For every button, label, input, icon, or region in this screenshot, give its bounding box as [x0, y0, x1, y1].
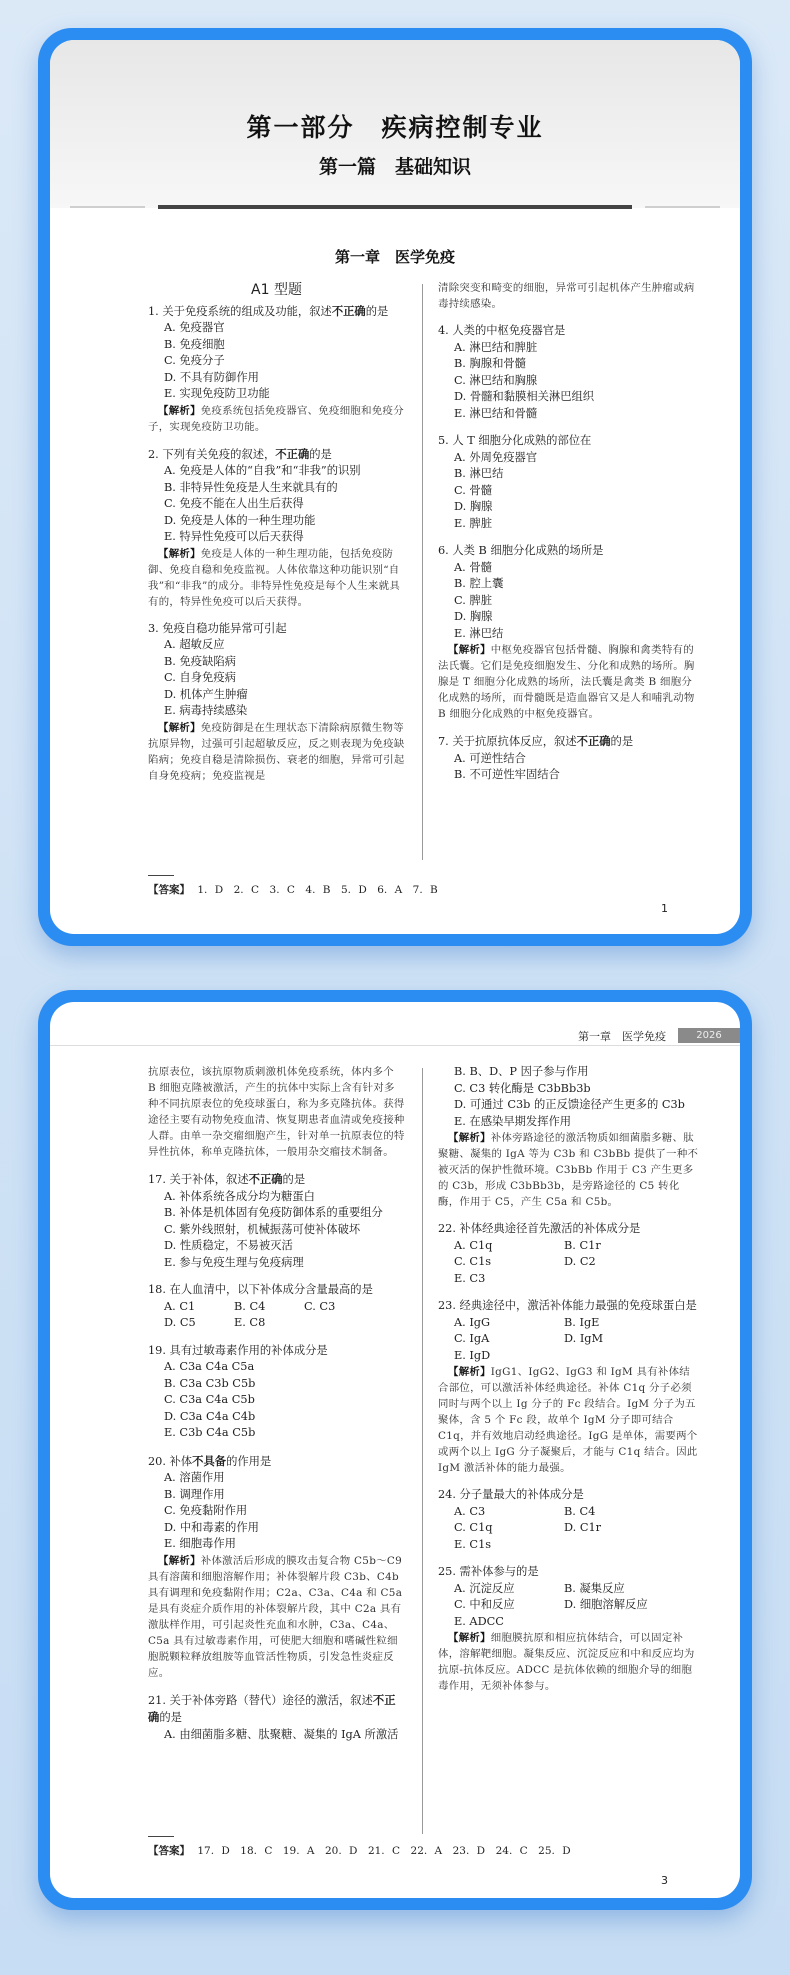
option: E. 病毒持续感染: [164, 704, 248, 717]
question-25: [438, 1564, 699, 1694]
option: C. 免疫黏附作用: [164, 1504, 248, 1517]
question-4: [438, 323, 699, 422]
option: B. 免疫缺陷病: [164, 654, 236, 668]
option: E. 细胞毒作用: [164, 1537, 236, 1550]
explanation: 【解析】免疫防御是在生理状态下清除病原微生物等抗原异物，过强可引起超敏反应，反之则表现为免疫缺陷病；免疫自稳是清除损伤、衰老的细胞，异常可引起自身免疫病；免疫监视是: [148, 721, 405, 782]
option: E. 参与免疫生理与免疫病理: [164, 1255, 304, 1269]
question-22: [438, 1221, 699, 1287]
option: C. 骨髓: [454, 483, 493, 497]
option: A. 可逆性结合: [454, 751, 526, 765]
option: E. C1s: [454, 1537, 492, 1551]
explanation: 【解析】IgG1、IgG2、IgG3 和 IgM 具有补体结合部位，可以激活补体经典途径。补体 C1q 分子必须同时与两个以上 Ig 分子的 Fc 段结合。IgM 分子为五聚体，含 5 个 Fc 段，故单个 IgM 分子即可结合 C1q，并有效地启动经典途径。IgG 是单体，需要两个或两个以上 IgG 分子凝聚后，才能与 C1q 结合。因此 IgM 激活补体的能力最强。: [438, 1366, 698, 1474]
option: D. 机体产生肿瘤: [164, 687, 248, 701]
option: B. 非特异性免疫是人生来就具有的: [164, 480, 338, 494]
explanation: 【解析】补体旁路途径的激活物质如细菌脂多糖、肽聚糖、凝集的 IgA 等为 C3b 和 C3bBb 提供了一种不被灭活的保护性微环境。C3bBb 作用于 C3 产生更多的 C3b，形成 C3bBb3b，是旁路途径的 C5 转化酶，作用于 C5，产生 C5a 和 C5b。: [438, 1132, 699, 1208]
option: D. 免疫是人体的一种生理功能: [164, 513, 316, 527]
option-row: [438, 1581, 699, 1598]
question-stem: 2. 下列有关免疫的叙述，不正确的是: [148, 446, 332, 461]
option: E. IgD: [454, 1348, 491, 1362]
option: B. C3a C3b C5b: [164, 1376, 256, 1390]
option: C. C3: [304, 1299, 336, 1313]
question-stem: 18. 在人血清中，以下补体成分含量最高的是: [148, 1283, 373, 1296]
option: B. 不可逆性牢固结合: [454, 768, 560, 781]
page-card-1: [38, 28, 752, 946]
part-header: [50, 40, 740, 208]
question-stem: 24. 分子量最大的补体成分是: [438, 1488, 584, 1501]
question-stem: 4. 人类的中枢免疫器官是: [438, 324, 566, 337]
year-badge: 2026: [678, 1028, 740, 1043]
document-page-1: [50, 40, 740, 934]
option: B. 凝集反应: [564, 1581, 625, 1595]
option: A. 免疫器官: [164, 321, 225, 334]
option: E. 脾脏: [454, 516, 493, 530]
explanation: 【解析】补体激活后形成的膜攻击复合物 C5b～C9 具有溶菌和细胞溶解作用；补体裂解片段 C3b、C4b 具有调理和免疫黏附作用；C2a、C3a、C4a 和 C5a 是具有炎症介质作用的补体裂解片段，其中 C2a 具有激肽样作用，可引起炎性充血和水肿，C3a、C4a、C5a 具有过敏毒素作用，可使肥大细胞和嗜碱性粒细胞脱颗粒释放组胺等血管活性物质，引发急性炎症反应。: [148, 1554, 403, 1679]
explanation-continued: 清除突变和畸变的细胞，异常可引起机体产生肿瘤或病毒持续感染。: [438, 282, 695, 310]
page-number: 1: [661, 902, 668, 915]
question-stem: 25. 需补体参与的是: [438, 1565, 539, 1578]
option: C. 紫外线照射，机械振荡可使补体破坏: [164, 1222, 361, 1236]
question-stem: 7. 关于抗原抗体反应，叙述不正确的是: [438, 734, 634, 748]
option: B. B、D、P 因子参与作用: [454, 1065, 589, 1078]
option: A. 骨髓: [454, 560, 492, 574]
header-rule: [158, 205, 632, 209]
question-18: [148, 1282, 405, 1332]
option-row: [148, 1299, 405, 1316]
question-2: [148, 446, 405, 610]
option: A. C1q: [454, 1238, 493, 1252]
header-rule-left: [70, 206, 145, 208]
question-stem: 21. 关于补体旁路（替代）途径的激活，叙述不正确的是: [148, 1692, 396, 1724]
option: B. 免疫细胞: [164, 337, 225, 351]
option: C. IgA: [454, 1332, 490, 1345]
option: E. C3: [454, 1271, 486, 1285]
section-title: A1 型题: [251, 282, 302, 298]
question-stem: 17. 关于补体，叙述不正确的是: [148, 1172, 306, 1186]
question-20: [148, 1453, 405, 1681]
option: E. C3b C4a C5b: [164, 1426, 256, 1439]
right-column: [436, 1064, 699, 1834]
question-21-continued: [438, 1064, 699, 1210]
option: A. C3: [454, 1504, 486, 1518]
question-19: [148, 1343, 405, 1442]
option: C. 淋巴结和胸腺: [454, 373, 538, 387]
option: E. 特异性免疫可以后天获得: [164, 530, 304, 543]
running-header: [50, 1028, 740, 1046]
column-divider: [422, 1068, 423, 1834]
option: B. C4: [234, 1299, 266, 1313]
option: A. 补体系统各成分均为糖蛋白: [164, 1189, 315, 1203]
question-stem: 5. 人 T 细胞分化成熟的部位在: [438, 434, 592, 447]
option: B. 胸腺和骨髓: [454, 357, 526, 370]
running-head-title: 第一章 医学免疫: [578, 1030, 666, 1043]
option: A. 沉淀反应: [454, 1581, 515, 1595]
option-row: [438, 1331, 699, 1348]
option: C. C1q: [454, 1521, 493, 1534]
chapter-title: 第一章 医学免疫: [334, 248, 455, 266]
question-stem: 3. 免疫自稳功能异常可引起: [148, 621, 287, 635]
document-page-2: [50, 1002, 740, 1898]
option: C. 免疫分子: [164, 354, 225, 367]
option: D. 细胞溶解反应: [564, 1598, 648, 1611]
option: D. 性质稳定，不易被灭活: [164, 1239, 293, 1252]
option-row: [438, 1537, 699, 1554]
header-rule-right: [645, 206, 720, 208]
option: C. C1s: [454, 1255, 492, 1268]
page-number: 3: [661, 1874, 668, 1887]
answer-key: 【答案】 17. D 18. C 19. A 20. D 21. C 22. A 23. D 24. C 25. D: [148, 1845, 571, 1857]
question-17: [148, 1171, 405, 1271]
part-title: 第一部分 疾病控制专业: [246, 113, 544, 142]
question-stem: 19. 具有过敏毒素作用的补体成分是: [148, 1343, 328, 1357]
option: E. ADCC: [454, 1614, 504, 1628]
option: E. 淋巴结: [454, 626, 504, 640]
option: A. 溶菌作用: [164, 1471, 225, 1484]
option: E. 淋巴结和骨髓: [454, 406, 538, 420]
column-divider: [422, 284, 423, 860]
option-row: [438, 1520, 699, 1537]
left-column: [148, 1064, 411, 1834]
option: A. 由细菌脂多糖、肽聚糖、凝集的 IgA 所激活: [164, 1727, 399, 1741]
option: C. 自身免疫病: [164, 671, 236, 684]
option: A. IgG: [454, 1315, 491, 1329]
question-5: [438, 433, 699, 532]
option: B. C1r: [564, 1238, 601, 1252]
question-6: [438, 543, 699, 722]
option: D. 可通过 C3b 的正反馈途径产生更多的 C3b: [454, 1098, 685, 1111]
option: A. 超敏反应: [164, 638, 225, 651]
option-row: [438, 1254, 699, 1271]
option-row: [438, 1504, 699, 1521]
option: D. 中和毒素的作用: [164, 1520, 259, 1534]
option: C. C3 转化酶是 C3bBb3b: [454, 1081, 591, 1095]
page-card-2: [38, 990, 752, 1910]
question-stem: 1. 关于免疫系统的组成及功能，叙述不正确的是: [148, 303, 389, 318]
option-row: [438, 1597, 699, 1614]
option-row: [148, 1315, 405, 1332]
explanation: 【解析】细胞膜抗原和相应抗体结合，可以固定补体，溶解靶细胞。凝集反应、沉淀反应和中和反应均为抗原-抗体反应。ADCC 是抗体依赖的细胞介导的细胞毒作用，无须补体参与。: [438, 1632, 695, 1692]
part-subtitle: 第一篇 基础知识: [318, 156, 471, 178]
option: A. 免疫是人体的“自我”和“非我”的识别: [164, 464, 361, 477]
question-3: [148, 621, 405, 784]
question-7: [438, 733, 699, 784]
option-row: [438, 1271, 699, 1288]
option: A. 淋巴结和脾脏: [454, 340, 538, 354]
option: B. 淋巴结: [454, 467, 504, 480]
question-stem: 6. 人类 B 细胞分化成熟的场所是: [438, 544, 604, 557]
option: D. 骨髓和黏膜相关淋巴组织: [454, 390, 595, 403]
option-row: [438, 1348, 699, 1365]
question-24: [438, 1487, 699, 1553]
option-row: [438, 1238, 699, 1255]
option-row: [438, 1315, 699, 1332]
option: D. C2: [564, 1255, 596, 1268]
option: B. 补体是机体固有免疫防御体系的重要组分: [164, 1206, 383, 1219]
explanation: 【解析】免疫系统包括免疫器官、免疫细胞和免疫分子，实现免疫防卫功能。: [148, 404, 404, 433]
option: E. 实现免疫防卫功能: [164, 387, 270, 400]
option: C. C3a C4a C5b: [164, 1393, 255, 1406]
option: E. 在感染早期发挥作用: [454, 1114, 572, 1128]
option: C. 免疫不能在人出生后获得: [164, 497, 304, 510]
question-1: [148, 303, 405, 435]
option: B. 调理作用: [164, 1487, 225, 1501]
option: B. 腔上囊: [454, 577, 504, 590]
option: D. C5: [164, 1316, 196, 1329]
explanation-continued: 抗原表位，该抗原物质刺激机体免疫系统，体内多个 B 细胞克隆被激活，产生的抗体中实际上含有针对多种不同抗原表位的免疫球蛋白，称为多克隆抗体。获得途径主要有动物免疫血清、恢复期患者血清或免疫接种人群。由单一杂交瘤细胞产生，针对单一抗原表位的特异性抗体，称单克隆抗体，一般用杂交瘤技术制备。: [148, 1066, 405, 1158]
option: D. IgM: [564, 1332, 604, 1345]
two-column-body-1: [148, 280, 700, 860]
option: D. 不具有防御作用: [164, 370, 259, 384]
question-21: [148, 1692, 405, 1744]
option: D. 胸腺: [454, 610, 493, 623]
right-column: [436, 280, 699, 860]
answer-key: 【答案】 1. D 2. C 3. C 4. B 5. D 6. A 7. B: [148, 884, 438, 896]
option: E. C8: [234, 1316, 266, 1329]
question-stem: 23. 经典途径中，激活补体能力最强的免疫球蛋白是: [438, 1299, 697, 1312]
question-stem: 22. 补体经典途径首先激活的补体成分是: [438, 1222, 641, 1235]
option: D. C3a C4a C4b: [164, 1409, 256, 1423]
answer-rule: [148, 1836, 174, 1837]
option: A. C1: [164, 1299, 196, 1313]
answer-rule: [148, 875, 174, 876]
explanation: 【解析】中枢免疫器官包括骨髓、胸腺和禽类特有的法氏囊。它们是免疫细胞发生、分化和成熟的场所。胸腺是 T 细胞分化成熟的场所，法氏囊是禽类 B 细胞分化成熟的场所，而骨髓既是造血器官又是人和哺乳动物 B 细胞分化成熟的中枢免疫器官。: [438, 644, 695, 720]
question-23: [438, 1298, 699, 1476]
option: D. 胸腺: [454, 500, 493, 513]
question-stem: 20. 补体不具备的作用是: [148, 1453, 272, 1468]
left-column: [148, 280, 411, 860]
option: C. 脾脏: [454, 593, 493, 607]
two-column-body-2: [148, 1064, 700, 1834]
option: A. C3a C4a C5a: [164, 1360, 255, 1373]
option: B. C4: [564, 1504, 596, 1518]
option: C. 中和反应: [454, 1598, 515, 1611]
option: D. C1r: [564, 1521, 602, 1534]
explanation: 【解析】免疫是人体的一种生理功能，包括免疫防御、免疫自稳和免疫监视。人体依靠这种功能识别“自我”和“非我”的成分。非特异性免疫是每个人生来就具有的，特异性免疫可以后天获得。: [148, 547, 401, 608]
option: B. IgE: [564, 1315, 600, 1329]
option: A. 外周免疫器官: [454, 450, 538, 464]
option-row: [438, 1614, 699, 1631]
